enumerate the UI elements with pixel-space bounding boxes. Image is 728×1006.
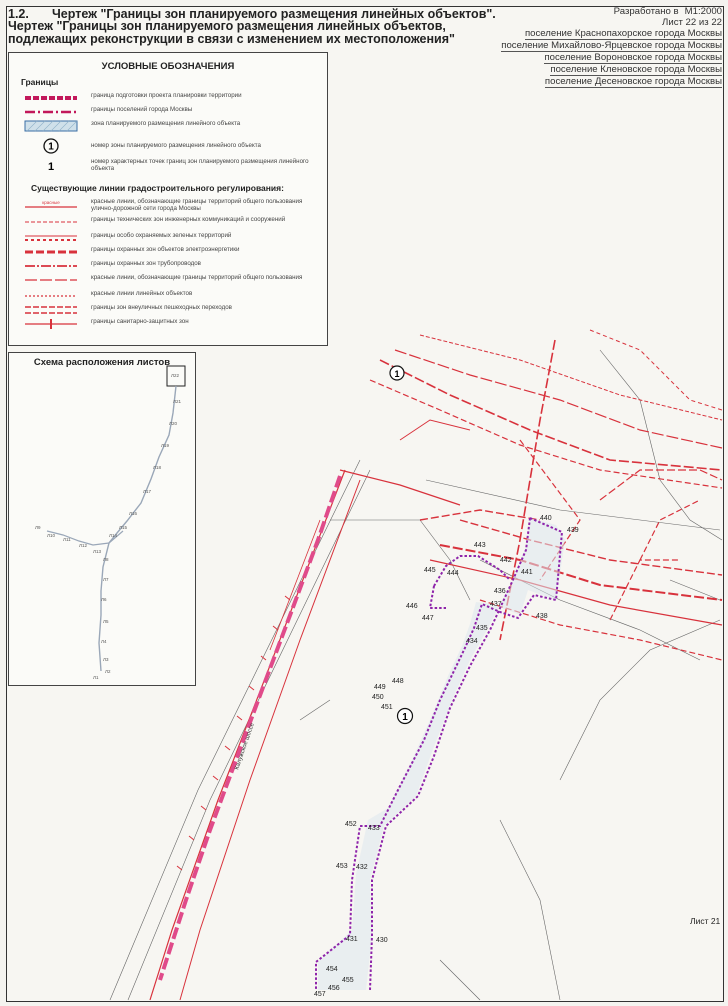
point-label: 448 — [392, 678, 404, 685]
legend-item-pedestrian: границы зон внеуличных пешеходных переходов — [19, 303, 319, 317]
circle-number-symbol: 1 — [48, 141, 54, 153]
point-label: 452 — [345, 821, 357, 828]
legend-item-pipeline-zones: границы охранных зон трубопроводов — [19, 259, 319, 273]
legend-title: УСЛОВНЫЕ ОБОЗНАЧЕНИЯ — [101, 61, 235, 72]
point-label: 444 — [447, 570, 459, 577]
legend-item-sanitary: границы санитарно-защитных зон — [19, 317, 319, 331]
scheme-sheet-label: Л5 — [103, 619, 109, 624]
scheme-sheet-label: Л8 — [103, 557, 109, 562]
scheme-sheet-label: Л16 — [129, 511, 137, 516]
scheme-title: Схема расположения листов — [33, 357, 171, 368]
legend-item-green-areas: границы особо охраняемых зеленых территорий — [19, 231, 319, 245]
point-label: 445 — [424, 567, 436, 574]
settlement-1: поселение Краснопахорское города Москвы — [524, 28, 722, 39]
settlement-5: поселение Десеновское города Москвы — [544, 76, 722, 87]
sheet-of: Лист 22 из 22 — [662, 17, 722, 28]
point-label: 437 — [490, 601, 502, 608]
title-line-2: Чертеж "Границы зон планируемого размещения линейных объектов, подлежащих реконструкции в связи с изменением их местоположения" — [8, 19, 455, 46]
point-label: 446 — [406, 603, 418, 610]
red-line-swatch-label: красные — [42, 200, 60, 205]
point-label: 443 — [474, 542, 486, 549]
point-label: 436 — [494, 588, 506, 595]
bold-number-symbol: 1 — [47, 161, 55, 173]
legend-group-borders-title: Границы — [21, 77, 59, 87]
zone-number: 1 — [402, 712, 408, 723]
legend-item-tech-zones: границы технических зон инженерных коммуникаций и сооружений — [19, 215, 319, 229]
point-label: 442 — [500, 557, 512, 564]
point-label: 434 — [466, 638, 478, 645]
scheme-sheet-label: Л11 — [63, 537, 71, 542]
settlement-2: поселение Михайлово-Ярцевское города Москвы — [501, 40, 722, 51]
scheme-sheet-label: Л18 — [153, 465, 161, 470]
context-lines — [110, 350, 722, 1000]
planned-zone — [316, 518, 565, 990]
scheme-sheet-label: Л13 — [93, 549, 101, 554]
scheme-sheet-label: Л14 — [109, 533, 117, 538]
scheme-sheet-label: Л2 — [105, 669, 111, 674]
point-label: 433 — [368, 825, 380, 832]
scheme-sheet-label: Л12 — [79, 543, 87, 548]
point-label: 450 — [372, 694, 384, 701]
point-label: 430 — [376, 937, 388, 944]
legend-item-settlement-boundary: границы поселений города Москвы — [19, 105, 319, 119]
point-label: 449 — [374, 684, 386, 691]
scheme-sheet-label: Л7 — [103, 577, 109, 582]
scheme-sheet-label: Л3 — [103, 657, 109, 662]
scheme-sheet-label: Л22 — [171, 373, 179, 378]
scale-value: М1:2000 — [684, 6, 722, 17]
point-label: 447 — [422, 615, 434, 622]
legend-item-point-number: 1 номер характерных точек границ зон планируемого размещения линейного объекта — [19, 157, 319, 175]
scheme-sheet-label: Л9 — [35, 525, 41, 530]
zone-number-marker — [398, 709, 413, 724]
scheme-sheet-label: Л15 — [119, 525, 127, 530]
point-label: 441 — [521, 569, 533, 576]
scheme-sheet-label: Л1 — [93, 675, 99, 680]
point-label: 439 — [567, 527, 579, 534]
developed-label: Разработано в — [613, 6, 679, 17]
point-label: 453 — [336, 863, 348, 870]
road-label: Калужское шоссе — [234, 722, 256, 771]
scheme-sheet-label: Л4 — [101, 639, 107, 644]
point-label: 455 — [342, 977, 354, 984]
point-label: 431 — [346, 936, 358, 943]
point-label: 435 — [476, 625, 488, 632]
title-line-1: Чертеж "Границы зон планируемого размещения линейных объектов". — [52, 7, 496, 21]
legend-item-linear-red-lines: красные линии линейных объектов — [19, 289, 319, 303]
legend-group-lines-title: Существующие линии градостроительного регулирования: — [31, 183, 284, 193]
legend-item-planned-zone: зона планируемого размещения линейного объекта — [19, 119, 319, 133]
section-number: 1.2. — [8, 7, 29, 21]
scheme-sheet-label: Л19 — [161, 443, 169, 448]
sheet-label: Лист 21 — [690, 916, 721, 926]
point-label: 456 — [328, 985, 340, 992]
settlement-4: поселение Кленовское города Москвы — [550, 64, 722, 75]
zone-number-top: 1 — [394, 369, 400, 379]
point-label: 454 — [326, 966, 338, 973]
point-label: 432 — [356, 864, 368, 871]
point-label: 440 — [540, 515, 552, 522]
point-label: 451 — [381, 704, 393, 711]
legend-item-red-lines-street: красные красные линии, обозначающие границы территорий общего пользования улично-дорожной сети города Москвы — [19, 197, 319, 211]
legend-item-public-red-lines: красные линии, обозначающие границы территорий общего пользования — [19, 273, 319, 287]
zone-number-marker-top — [390, 366, 404, 380]
legend-item-power-zones: границы охранных зон объектов электроэнергетики — [19, 245, 319, 259]
scheme-sheet-label: Л6 — [101, 597, 107, 602]
legend-item-project-boundary: граница подготовки проекта планировки территории — [19, 91, 319, 105]
legend-item-zone-number: 1 номер зоны планируемого размещения линейного объекта — [19, 137, 319, 155]
scheme-sheet-label: Л17 — [143, 489, 151, 494]
settlement-3: поселение Вороновское города Москвы — [544, 52, 722, 63]
road-red-lines — [150, 470, 360, 1000]
point-label: 438 — [536, 613, 548, 620]
point-label: 457 — [314, 991, 326, 998]
scheme-sheet-label: Л10 — [47, 533, 55, 538]
scheme-sheet-label: Л20 — [169, 421, 177, 426]
scheme-sheet-label: Л21 — [173, 399, 181, 404]
